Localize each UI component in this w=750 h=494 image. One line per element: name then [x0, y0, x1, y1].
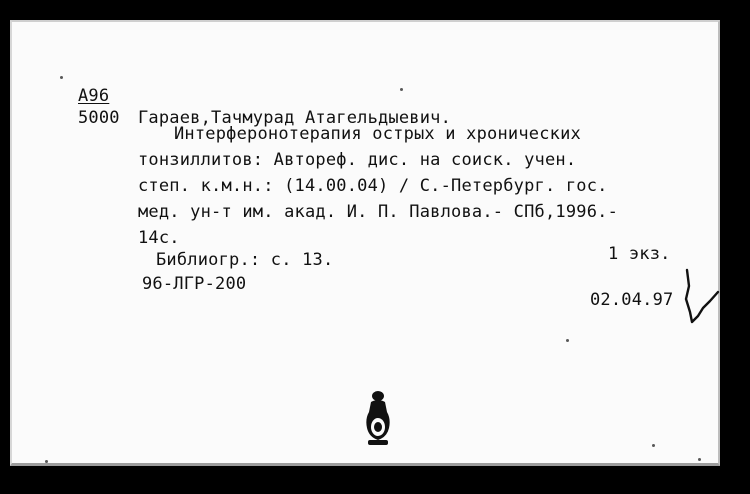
- record-number: 5000: [78, 108, 120, 128]
- title-line-4: мед. ун-т им. акад. И. П. Павлова.- СПб,1996.-: [138, 202, 619, 222]
- bibliography-line: Библиогр.: с. 13.: [156, 250, 334, 270]
- speck: [400, 88, 403, 91]
- speck: [652, 444, 655, 447]
- card-date: 02.04.97: [590, 290, 674, 310]
- speck: [698, 458, 701, 461]
- signature-mark: [680, 268, 724, 326]
- title-line-1: Интерферонотерапия острых и хронических: [174, 124, 581, 144]
- speck: [566, 339, 569, 342]
- catalog-code: 96-ЛГР-200: [142, 274, 247, 294]
- speck: [45, 460, 48, 463]
- author-name: Гараев,Тачмурад Атагельдыевич.: [138, 108, 452, 128]
- title-line-2: тонзиллитов: Автореф. дис. на соиск. учен.: [138, 150, 577, 170]
- speck: [60, 76, 63, 79]
- catalog-card: [10, 20, 720, 466]
- library-stamp: [356, 388, 400, 448]
- pages-line: 14с.: [138, 228, 180, 248]
- copies-count: 1 экз.: [608, 244, 671, 264]
- title-line-3: степ. к.м.н.: (14.00.04) / С.-Петербург. гос.: [138, 176, 608, 196]
- shelf-mark: А96: [78, 86, 110, 106]
